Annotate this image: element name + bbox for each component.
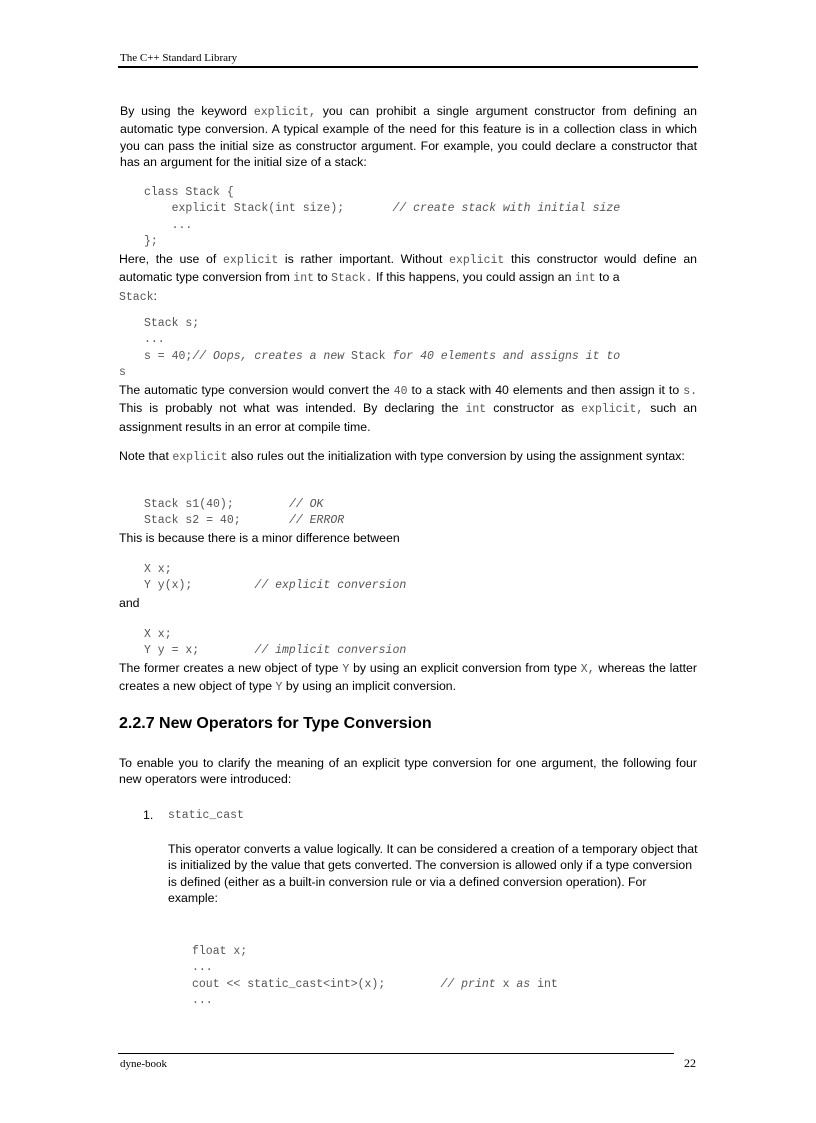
text-run: by using an implicit conversion. xyxy=(282,679,457,694)
code-block-assign-int xyxy=(144,316,620,365)
inline-code: int xyxy=(293,272,315,286)
paragraph-explicit-intro xyxy=(120,103,697,171)
code-line: Stack s; xyxy=(144,317,200,330)
list-item-number: 1. xyxy=(143,808,154,822)
code-line: ... xyxy=(144,333,165,347)
code-text: Y y = x; xyxy=(144,644,255,658)
text-run: to a stack with 40 elements and then assign it to xyxy=(407,383,684,397)
inline-code: explicit xyxy=(449,254,505,267)
footer-book-name: dyne-book xyxy=(120,1058,168,1070)
paragraph-assignment-syntax xyxy=(119,448,697,466)
code-block-stack-class xyxy=(144,185,620,251)
code-line: class Stack { xyxy=(144,186,234,199)
code-line: }; xyxy=(144,235,158,249)
paragraph-explicit-importance xyxy=(119,251,697,306)
code-line xyxy=(192,977,558,993)
text-run: constructor as xyxy=(486,401,582,416)
code-line xyxy=(144,643,406,659)
section-heading: 2.2.7 New Operators for Type Conversion xyxy=(119,715,432,732)
paragraph-automatic-conversion xyxy=(119,382,697,435)
text-run: such an assignment results in an error at compile time. xyxy=(119,401,697,434)
code-text: Stack xyxy=(351,349,386,363)
code-text: int xyxy=(537,977,558,991)
inline-code: explicit, xyxy=(253,106,316,119)
paragraph-minor-difference: This is because there is a minor difference between xyxy=(119,531,400,545)
text-run: Here, the use of xyxy=(119,252,224,266)
text-run: whereas the latter creates a new object of type xyxy=(119,661,697,694)
text-run: you can prohibit a single argument constructor from defining an automatic type conversion. A typical example of the need for this feature is in a collection class in which you can pass the initial size as constructor argument. For example, you could declare a constructor that has an argument for the initial size of a stack: xyxy=(120,104,697,170)
code-block-implicit-conversion xyxy=(144,627,406,660)
code-block-explicit-conversion xyxy=(144,562,406,595)
footer-rule xyxy=(118,1053,674,1054)
code-line: X x; xyxy=(144,628,172,641)
text-run: By using the keyword xyxy=(120,104,254,118)
inline-code: explicit xyxy=(223,254,279,267)
code-line xyxy=(144,497,344,513)
code-line xyxy=(144,578,406,594)
code-comment: // explicit conversion xyxy=(254,579,407,593)
text-run: Note that xyxy=(119,449,173,463)
inline-code: int xyxy=(574,272,596,286)
running-header-title: The C++ Standard Library xyxy=(120,52,238,64)
code-text: Stack s1(40); xyxy=(144,498,289,511)
paragraph-static-cast-description: This operator converts a value logically. It can be considered a creation of a temporary object that is initialized by the value that gets converted. The conversion is allowed only if a type conversion is defined (either as a built-in conversion rule or via a defined conversion operation). For example: xyxy=(168,842,698,906)
text-run: this constructor would define an automatic type conversion from xyxy=(119,252,698,285)
code-block-s1-s2 xyxy=(144,497,344,530)
inline-code: Y xyxy=(342,663,350,676)
header-rule xyxy=(118,66,698,68)
code-comment: // Oops, creates a new xyxy=(192,349,352,363)
inline-code: explicit, xyxy=(581,403,644,417)
code-comment: // implicit conversion xyxy=(254,644,407,658)
inline-code: Stack. xyxy=(331,272,373,286)
code-text: x xyxy=(502,977,510,991)
page-number: 22 xyxy=(684,1056,696,1070)
paragraph-new-operators-intro: To enable you to clarify the meaning of an explicit type conversion for one argument, the following four new operators were introduced: xyxy=(119,756,697,787)
code-text: cout << static_cast<int>(x); xyxy=(192,977,441,991)
list-item-static-cast: static_cast xyxy=(168,809,244,822)
inline-code: s. xyxy=(683,385,697,398)
inline-code: explicit xyxy=(172,451,228,464)
code-block-static-cast-example xyxy=(192,944,558,1010)
code-line-wrap: s xyxy=(119,366,126,379)
inline-code: X, xyxy=(580,663,595,676)
inline-code: 40 xyxy=(393,385,408,398)
inline-code: Y xyxy=(275,681,283,695)
text-run: The former creates a new object of type xyxy=(119,661,343,675)
code-text: Y y(x); xyxy=(144,579,255,593)
code-text: Stack s2 = 40; xyxy=(144,514,289,528)
text-run: to a xyxy=(595,270,620,285)
paragraph-former-latter xyxy=(119,660,697,697)
code-comment: // print xyxy=(440,977,503,991)
code-comment: as xyxy=(509,977,538,991)
code-comment: // ERROR xyxy=(288,514,345,528)
code-line: ... xyxy=(192,961,213,975)
paragraph-and: and xyxy=(119,596,140,610)
text-run: to xyxy=(314,270,332,285)
code-line: float x; xyxy=(192,945,248,958)
code-comment: // create stack with initial size xyxy=(392,202,621,216)
inline-code: Stack xyxy=(119,290,154,304)
text-run: The automatic type conversion would convert the xyxy=(119,383,394,397)
code-line: X x; xyxy=(144,563,172,576)
text-run: This is probably not what was intended. By declaring the xyxy=(119,401,466,416)
text-run: also rules out the initialization with type conversion by using the assignment syntax: xyxy=(227,449,685,463)
inline-code: int xyxy=(465,403,487,417)
text-run: If this happens, you could assign an xyxy=(372,270,575,285)
code-comment: // OK xyxy=(288,498,324,511)
code-line: ... xyxy=(144,218,193,232)
code-text: s = 40; xyxy=(144,349,193,363)
code-text: explicit Stack(int size); xyxy=(144,202,393,216)
code-line xyxy=(144,349,620,365)
code-comment: for 40 elements and assigns it to xyxy=(385,349,621,363)
text-run: is rather important. Without xyxy=(278,252,450,266)
code-line xyxy=(144,201,620,217)
text-run: : xyxy=(153,288,157,303)
code-line xyxy=(144,513,344,529)
text-run: by using an explicit conversion from type xyxy=(349,661,581,675)
code-line: ... xyxy=(192,994,213,1008)
